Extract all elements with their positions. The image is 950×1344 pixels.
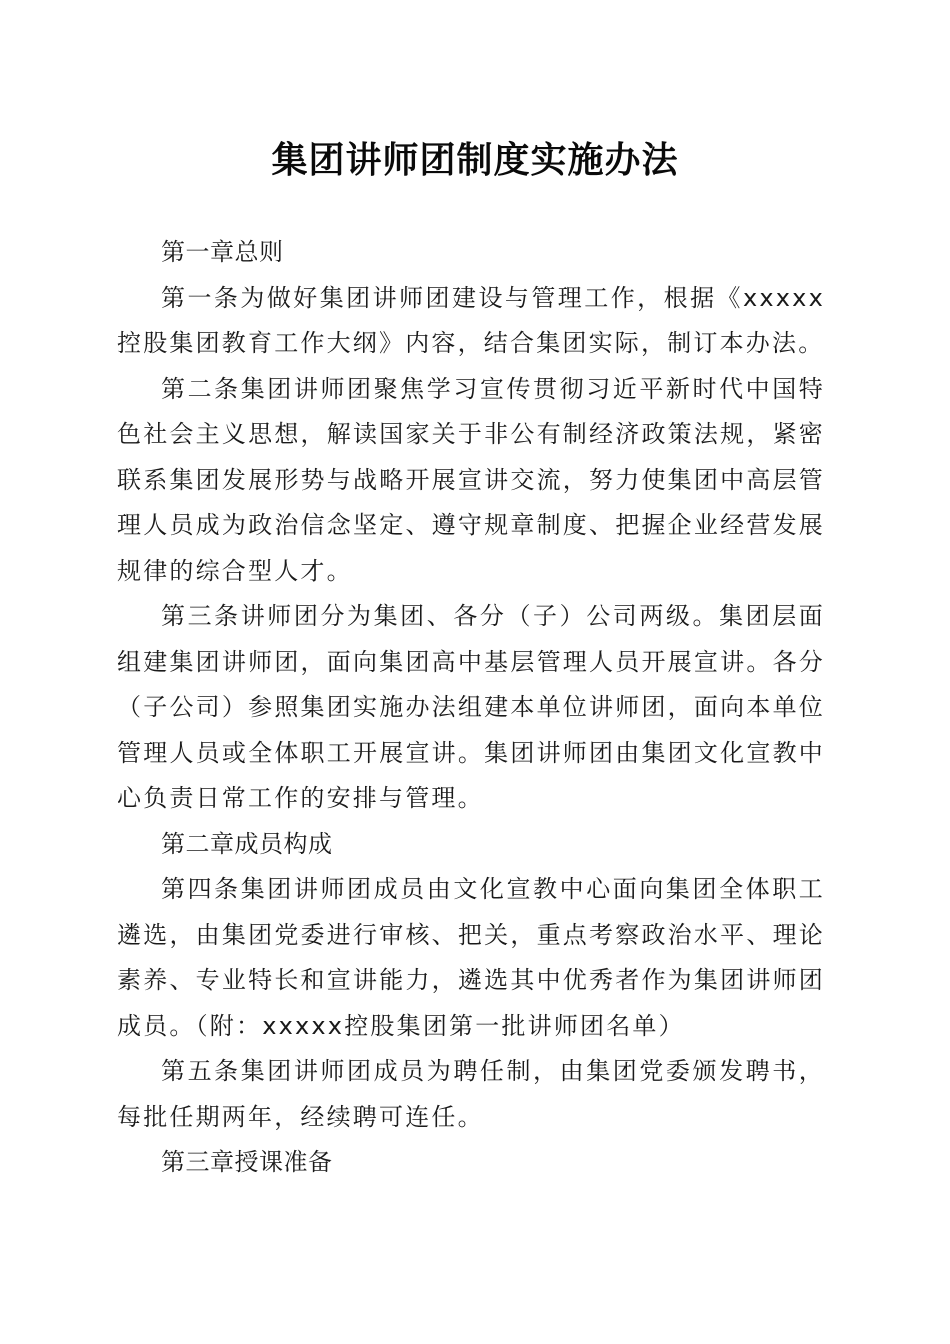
article-paragraph: 第四条集团讲师团成员由文化宣教中心面向集团全体职工遴选，由集团党委进行审核、把关，重点考察政治水平、理论素养、专业特长和宣讲能力，遴选其中优秀者作为集团讲师团成员。（附：xxxxx控股集团第一批讲师团名单）: [117, 875, 825, 1040]
article-paragraph: 第二条集团讲师团聚焦学习宣传贯彻习近平新时代中国特色社会主义思想，解读国家关于非公有制经济政策法规，紧密联系集团发展形势与战略开展宣讲交流，努力使集团中高层管理人员成为政治信念坚定、遵守规章制度、把握企业经营发展规律的综合型人才。: [117, 374, 825, 585]
article-paragraph: 第五条集团讲师团成员为聘任制，由集团党委颁发聘书，每批任期两年，经续聘可连任。: [117, 1057, 825, 1131]
document-body: [117, 230, 825, 1186]
chapter-heading: 第一章总则: [161, 238, 284, 266]
article-paragraph: 第一条为做好集团讲师团建设与管理工作，根据《xxxxx控股集团教育工作大纲》内容，结合集团实际，制订本办法。: [117, 283, 825, 357]
chapter-heading: 第二章成员构成: [161, 829, 333, 858]
chapter-heading: 第三章授课准备: [161, 1148, 333, 1176]
document-title: 集团讲师团制度实施办法: [271, 139, 679, 181]
article-paragraph: 第三条讲师团分为集团、各分（子）公司两级。集团层面组建集团讲师团，面向集团高中基层管理人员开展宣讲。各分（子公司）参照集团实施办法组建本单位讲师团，面向本单位管理人员或全体职工开展宣讲。集团讲师团由集团文化宣教中心负责日常工作的安排与管理。: [117, 602, 825, 812]
